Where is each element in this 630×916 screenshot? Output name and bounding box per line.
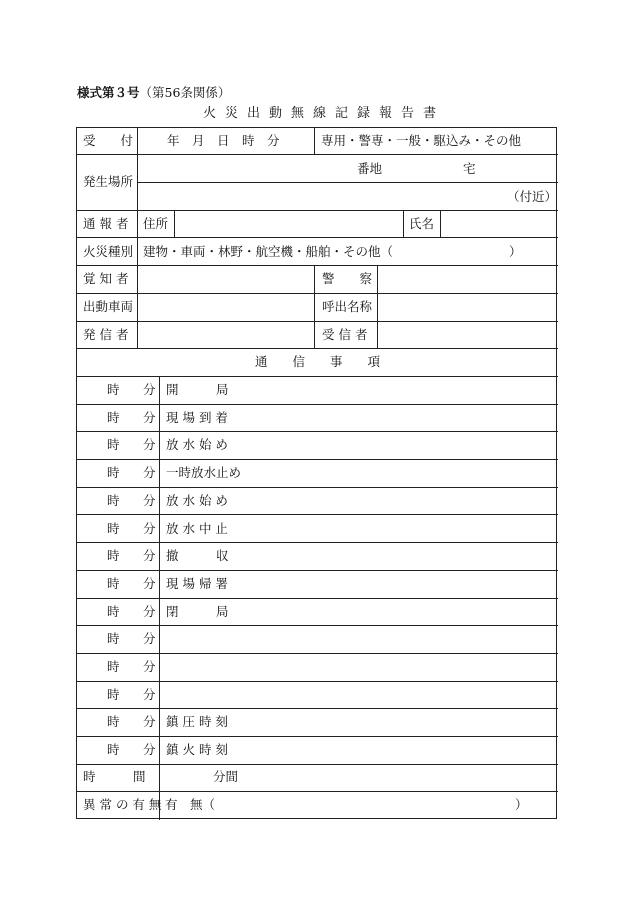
row-divider (77, 348, 558, 349)
comm-minute-label: 分 (143, 410, 156, 425)
comm-hour-label: 時 (107, 659, 120, 674)
row-divider (77, 542, 558, 543)
row-divider (77, 376, 558, 377)
row-divider (77, 293, 558, 294)
column-divider (137, 128, 138, 348)
row-divider (77, 681, 558, 682)
row-divider (77, 265, 558, 266)
recognizer-label: 覚 知 者 (83, 271, 129, 286)
row-divider (77, 154, 558, 155)
abnormal-close: ） (515, 797, 528, 812)
comm-hour-label: 時 (107, 631, 120, 646)
comm-minute-label: 分 (143, 521, 156, 536)
row-divider (77, 321, 558, 322)
comm-minute-label: 分 (143, 631, 156, 646)
row-divider (77, 736, 558, 737)
comm-hour-label: 時 (107, 382, 120, 397)
reporter-label: 通 報 者 (83, 216, 129, 231)
comm-minute-label: 分 (143, 604, 156, 619)
fire-type-close: ） (509, 244, 522, 259)
row-divider (77, 653, 558, 654)
comm-event-label: 開 局 (166, 382, 229, 397)
comm-hour-label: 時 (107, 548, 120, 563)
comm-event-label: 放 水 始 め (166, 493, 228, 508)
comm-minute-label: 分 (143, 493, 156, 508)
row-divider (77, 404, 558, 405)
location-banchi: 番地 (357, 161, 383, 176)
police-label: 警 察 (322, 271, 373, 286)
comm-hour-label: 時 (107, 687, 120, 702)
row-divider (77, 514, 558, 515)
comm-hour-label: 時 (107, 576, 120, 591)
location-taku: 宅 (463, 161, 476, 176)
row-divider (77, 237, 558, 238)
column-divider (314, 128, 315, 154)
report-form-table (76, 127, 557, 819)
comm-event-label: 現 場 帰 署 (166, 576, 228, 591)
comm-hour-label: 時 (107, 410, 120, 425)
comm-event-label: 放 水 始 め (166, 437, 228, 452)
comm-minute-label: 分 (143, 576, 156, 591)
column-divider (440, 210, 441, 237)
row-divider (77, 459, 558, 460)
row-divider (77, 708, 558, 709)
comm-minute-label: 分 (143, 714, 156, 729)
row-divider (77, 791, 558, 792)
row-divider (77, 210, 558, 211)
comm-event-label: 放 水 中 止 (166, 521, 228, 536)
fire-type-options: 建物・車両・林野・航空機・船舶・その他（ (143, 244, 394, 259)
receiver-label: 受 信 者 (322, 327, 368, 342)
sender-label: 発 信 者 (83, 327, 129, 342)
row-divider (77, 625, 558, 626)
comm-minute-label: 分 (143, 687, 156, 702)
comm-event-label: 鎮 圧 時 刻 (166, 714, 228, 729)
comm-hour-label: 時 (107, 604, 120, 619)
document-title: 火災出動無線記録報告書 (202, 106, 445, 121)
vehicle-label: 出動車両 (83, 299, 134, 314)
reception-label: 受 付 (83, 133, 134, 148)
comm-minute-label: 分 (143, 742, 156, 757)
abnormal-label: 異 常 の 有 無 (83, 797, 162, 812)
reception-datetime: 年 月 日 時 分 (167, 133, 280, 148)
form-reference: （第56条関係） (139, 85, 231, 100)
duration-unit: 分間 (213, 769, 239, 784)
comm-event-label: 鎮 火 時 刻 (166, 742, 228, 757)
reception-types: 専用・警専・一般・駆込み・その他 (321, 133, 522, 148)
comm-hour-label: 時 (107, 742, 120, 757)
row-divider (137, 182, 558, 183)
location-label: 発生場所 (83, 174, 134, 189)
row-divider (77, 598, 558, 599)
comm-minute-label: 分 (143, 548, 156, 563)
call-sign-label: 呼出名称 (322, 299, 373, 314)
comm-hour-label: 時 (107, 714, 120, 729)
comm-hour-label: 時 (107, 465, 120, 480)
reporter-name-label: 氏名 (409, 216, 435, 231)
comm-hour-label: 時 (107, 521, 120, 536)
column-divider (403, 210, 404, 237)
column-divider (174, 210, 175, 237)
column-divider (159, 376, 160, 820)
row-divider (77, 487, 558, 488)
comm-hour-label: 時 (107, 437, 120, 452)
comm-hour-label: 時 (107, 493, 120, 508)
row-divider (77, 431, 558, 432)
duration-label: 時 間 (83, 769, 146, 784)
communication-header: 通 信 事 項 (254, 354, 380, 369)
abnormal-options: 有 無（ (165, 797, 216, 812)
comm-minute-label: 分 (143, 465, 156, 480)
comm-event-label: 撤 収 (166, 548, 229, 563)
comm-event-label: 一時放水止め (166, 465, 242, 480)
column-divider (377, 265, 378, 348)
comm-minute-label: 分 (143, 659, 156, 674)
comm-event-label: 現 場 到 着 (166, 410, 228, 425)
comm-minute-label: 分 (143, 437, 156, 452)
reporter-address-label: 住所 (143, 216, 169, 231)
fire-type-label: 火災種別 (83, 244, 134, 259)
form-number: 様式第３号 (77, 85, 140, 100)
form-number-label (77, 83, 230, 101)
row-divider (77, 570, 558, 571)
column-divider (314, 265, 315, 348)
location-vicinity: （付近） (507, 189, 558, 204)
row-divider (77, 764, 558, 765)
comm-minute-label: 分 (143, 382, 156, 397)
comm-event-label: 閉 局 (166, 604, 229, 619)
